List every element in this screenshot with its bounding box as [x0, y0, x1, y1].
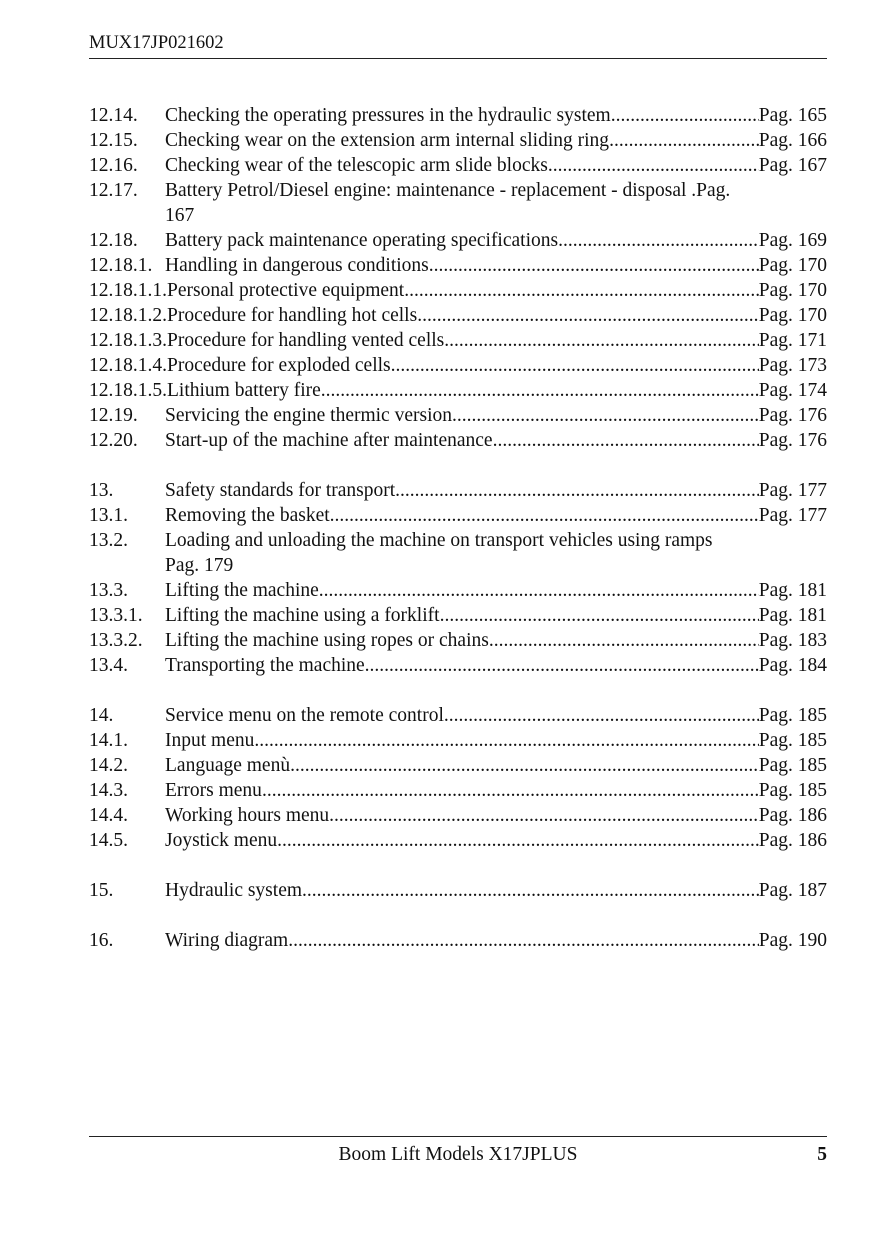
toc-title: Servicing the engine thermic version — [165, 405, 452, 426]
toc-number: 13.3.2. — [89, 630, 143, 651]
toc-entry[interactable] — [89, 278, 827, 303]
dot-leader — [429, 253, 759, 278]
toc-page: Pag. 190 — [758, 930, 827, 951]
toc-page: Pag. 181 — [758, 605, 827, 626]
toc-page: Pag. 186 — [758, 805, 827, 826]
section-gap — [89, 453, 827, 478]
toc-page: Pag. 166 — [758, 130, 827, 151]
toc-number: 12.17. — [89, 180, 138, 201]
toc-title: Hydraulic system — [165, 880, 303, 901]
section-gap — [89, 903, 827, 928]
toc-number: 13.2. — [89, 530, 128, 551]
toc-page: Pag. 185 — [758, 755, 827, 776]
dot-leader — [365, 653, 759, 678]
toc-number: 12.18. — [89, 230, 138, 251]
toc-page: Pag. 169 — [758, 230, 827, 251]
dot-leader — [558, 228, 759, 253]
section-gap — [89, 678, 827, 703]
toc-title: Procedure for handling hot cells — [167, 305, 418, 326]
toc-page: Pag. 181 — [758, 580, 827, 601]
toc-number: 13.3.1. — [89, 605, 143, 626]
toc-title: Transporting the machine — [165, 655, 365, 676]
dot-leader — [254, 728, 758, 753]
toc-title-line1: Loading and unloading the machine on transport vehicles using ramps — [165, 530, 713, 551]
dot-leader — [611, 103, 759, 128]
toc-title: Handling in dangerous conditions — [165, 255, 429, 276]
toc-number: 12.19. — [89, 405, 138, 426]
toc-entry[interactable] — [89, 653, 827, 678]
dot-leader — [321, 378, 759, 403]
page-footer — [89, 1136, 827, 1177]
dot-leader — [444, 703, 759, 728]
dot-leader — [548, 153, 759, 178]
toc-title: Lifting the machine using a forklift — [165, 605, 440, 626]
toc-page: Pag. 167 — [758, 155, 827, 176]
toc-page: Pag. 186 — [758, 830, 827, 851]
toc-number: 13.1. — [89, 505, 128, 526]
toc-entry[interactable] — [89, 328, 827, 353]
toc-number: 15. — [89, 880, 114, 901]
toc-title: Input menu — [165, 730, 255, 751]
toc-title-line2: 167 — [165, 205, 195, 226]
toc-page: Pag. 170 — [758, 255, 827, 276]
dot-leader — [288, 928, 759, 953]
toc-entry[interactable] — [89, 153, 827, 178]
toc-number: 12.20. — [89, 430, 138, 451]
toc-title: Procedure for handling vented cells — [167, 330, 445, 351]
toc-title: Lifting the machine using ropes or chains — [165, 630, 489, 651]
toc-number: 12.18.1.3. — [89, 330, 167, 351]
toc-page: Pag. 185 — [758, 780, 827, 801]
toc-entry[interactable] — [89, 128, 827, 153]
toc-title: Wiring diagram — [165, 930, 289, 951]
toc-entry[interactable] — [89, 928, 827, 953]
toc-entry[interactable] — [89, 103, 827, 128]
toc-page: Pag. 184 — [758, 655, 827, 676]
toc-entry[interactable] — [89, 703, 827, 728]
toc-title: Start-up of the machine after maintenance — [165, 430, 493, 451]
toc-page: Pag. 165 — [758, 105, 827, 126]
footer-title: Boom Lift Models X17JPLUS — [338, 1144, 578, 1165]
toc-title: Procedure for exploded cells — [167, 355, 391, 376]
toc-entry[interactable] — [89, 828, 827, 853]
toc-number: 12.18.1.4. — [89, 355, 167, 376]
toc-page: Pag. 173 — [758, 355, 827, 376]
toc-title: Removing the basket — [165, 505, 330, 526]
toc-entry[interactable] — [89, 353, 827, 378]
toc-number: 14.4. — [89, 805, 128, 826]
toc-page: Pag. 177 — [758, 480, 827, 501]
dot-leader — [395, 478, 759, 503]
toc-number: 12.16. — [89, 155, 138, 176]
toc-entry[interactable] — [89, 228, 827, 253]
toc-number: 14.5. — [89, 830, 128, 851]
toc-entry[interactable] — [89, 753, 827, 778]
toc-entry[interactable] — [89, 303, 827, 328]
toc-number: 12.18.1.1. — [89, 280, 167, 301]
toc-title: Personal protective equipment — [167, 280, 405, 301]
toc-entry[interactable] — [89, 478, 827, 503]
toc-entry[interactable] — [89, 878, 827, 903]
dot-leader — [277, 828, 759, 853]
toc-title-line1: Battery Petrol/Diesel engine: maintenance - replacement - disposal .Pag. — [165, 180, 731, 201]
table-of-contents — [89, 103, 827, 953]
dot-leader — [417, 303, 759, 328]
toc-page: Pag. 176 — [758, 430, 827, 451]
section-gap — [89, 853, 827, 878]
toc-title: Language menù — [165, 755, 291, 776]
toc-entry[interactable] — [89, 603, 827, 628]
toc-page: Pag. 174 — [758, 380, 827, 401]
page-header — [89, 30, 827, 59]
toc-number: 14.2. — [89, 755, 128, 776]
toc-number: 12.18.1.5. — [89, 380, 167, 401]
dot-leader — [391, 353, 759, 378]
toc-title: Checking wear of the telescopic arm slide blocks — [165, 155, 548, 176]
toc-number: 12.14. — [89, 105, 138, 126]
toc-title: Working hours menu — [165, 805, 330, 826]
dot-leader — [489, 628, 759, 653]
toc-entry[interactable] — [89, 253, 827, 278]
toc-entry[interactable] — [89, 378, 827, 403]
dot-leader — [444, 328, 759, 353]
toc-page-wrapped: Pag. 179 — [165, 555, 234, 576]
toc-number: 14. — [89, 705, 114, 726]
page-number: 5 — [817, 1144, 827, 1165]
toc-entry[interactable] — [89, 578, 827, 603]
toc-page: Pag. 177 — [758, 505, 827, 526]
dot-leader — [262, 778, 759, 803]
toc-entry[interactable] — [89, 628, 827, 653]
toc-page: Pag. 183 — [758, 630, 827, 651]
document-code: MUX17JP021602 — [89, 33, 224, 53]
toc-entry[interactable] — [89, 728, 827, 753]
toc-title: Battery pack maintenance operating specifications — [165, 230, 559, 251]
toc-entry-wrapped[interactable] — [89, 178, 827, 228]
toc-number: 13. — [89, 480, 114, 501]
toc-page: Pag. 170 — [758, 280, 827, 301]
toc-page: Pag. 170 — [758, 305, 827, 326]
toc-entry[interactable] — [89, 803, 827, 828]
toc-page: Pag. 171 — [758, 330, 827, 351]
toc-page: Pag. 185 — [758, 730, 827, 751]
toc-number: 12.18.1. — [89, 255, 153, 276]
toc-title: Checking wear on the extension arm internal sliding ring — [165, 130, 610, 151]
toc-entry[interactable] — [89, 778, 827, 803]
toc-page: Pag. 185 — [758, 705, 827, 726]
dot-leader — [302, 878, 759, 903]
dot-leader — [609, 128, 759, 153]
toc-page: Pag. 176 — [758, 405, 827, 426]
dot-leader — [330, 503, 759, 528]
toc-entry-wrapped[interactable] — [89, 528, 827, 578]
toc-entry[interactable] — [89, 428, 827, 453]
toc-number: 13.4. — [89, 655, 128, 676]
toc-title: Service menu on the remote control — [165, 705, 444, 726]
dot-leader — [290, 753, 759, 778]
toc-title: Safety standards for transport — [165, 480, 396, 501]
dot-leader — [319, 578, 759, 603]
toc-entry[interactable] — [89, 403, 827, 428]
dot-leader — [404, 278, 759, 303]
toc-number: 16. — [89, 930, 114, 951]
toc-number: 12.15. — [89, 130, 138, 151]
toc-title: Lifting the machine — [165, 580, 319, 601]
toc-title: Lithium battery fire — [167, 380, 321, 401]
toc-entry[interactable] — [89, 503, 827, 528]
toc-number: 14.3. — [89, 780, 128, 801]
dot-leader — [493, 428, 759, 453]
dot-leader — [329, 803, 759, 828]
toc-number: 12.18.1.2. — [89, 305, 167, 326]
dot-leader — [452, 403, 759, 428]
toc-number: 13.3. — [89, 580, 128, 601]
dot-leader — [440, 603, 759, 628]
toc-title: Joystick menu — [165, 830, 278, 851]
toc-page: Pag. 187 — [758, 880, 827, 901]
toc-title: Checking the operating pressures in the hydraulic system — [165, 105, 611, 126]
toc-title: Errors menu — [165, 780, 262, 801]
toc-number: 14.1. — [89, 730, 128, 751]
